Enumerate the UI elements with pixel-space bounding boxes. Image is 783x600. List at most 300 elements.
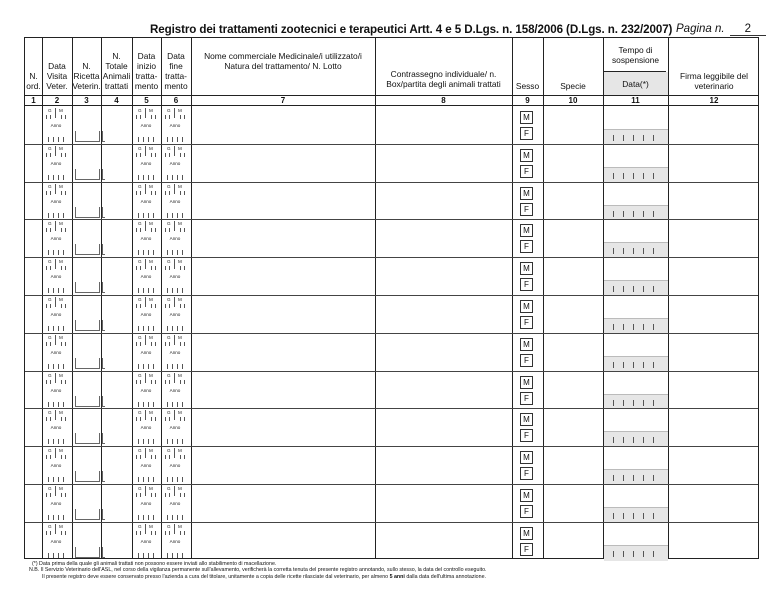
day-mark: G: [167, 334, 171, 340]
animal-count-field[interactable]: [102, 320, 105, 331]
day-month-divider: [174, 486, 175, 496]
digit-tick: [46, 115, 47, 119]
digit-tick: [180, 115, 181, 119]
digit-tick: [53, 213, 54, 218]
footnote-retention-text: Il presente registro deve essere conservato presso l'azienda a cura del titolare, unitamente a copia delle ricette rilasciate dal veterinario, per almeno 5 anni dalla data dell'ultima annotazione.: [42, 573, 486, 580]
digit-tick: [148, 402, 149, 407]
digit-tick: [143, 175, 144, 180]
digit-tick: [184, 191, 185, 195]
digit-tick: [46, 191, 47, 195]
recipe-number-field[interactable]: [75, 358, 100, 369]
digit-tick: [155, 266, 156, 270]
digit-tick: [48, 288, 49, 293]
sex-female-box[interactable]: F: [520, 467, 533, 480]
col-header-1-label: N. ord.: [26, 71, 41, 91]
month-mark: M: [59, 259, 63, 265]
sex-female-box[interactable]: F: [520, 240, 533, 253]
digit-tick: [169, 153, 170, 157]
year-mark: Anno: [140, 236, 152, 242]
col-number-4: 4: [114, 96, 119, 105]
digit-tick: [58, 288, 59, 293]
digit-tick: [140, 115, 141, 119]
digit-tick: [140, 266, 141, 270]
digit-tick: [633, 286, 634, 292]
animal-count-field[interactable]: [102, 131, 105, 142]
digit-tick: [180, 266, 181, 270]
digit-tick: [184, 531, 185, 535]
sex-female-box[interactable]: F: [520, 505, 533, 518]
sex-female-box[interactable]: F: [520, 392, 533, 405]
recipe-number-field[interactable]: [75, 471, 100, 482]
digit-tick: [50, 417, 51, 421]
digit-tick: [633, 513, 634, 519]
sex-male-box[interactable]: M: [520, 413, 533, 426]
digit-tick: [643, 400, 644, 406]
digit-tick: [653, 286, 654, 292]
page-label: Pagina n.: [676, 23, 725, 35]
month-mark: M: [149, 448, 153, 454]
day-month-divider: [55, 448, 56, 458]
sex-male-box[interactable]: M: [520, 149, 533, 162]
digit-tick: [169, 380, 170, 384]
digit-tick: [182, 250, 183, 255]
digit-tick: [148, 477, 149, 482]
digit-tick: [643, 135, 644, 141]
recipe-number-field[interactable]: [75, 509, 100, 520]
sex-male-box[interactable]: M: [520, 300, 533, 313]
digit-tick: [58, 326, 59, 331]
year-mark: Anno: [169, 538, 181, 544]
digit-tick: [50, 342, 51, 346]
digit-tick: [155, 417, 156, 421]
recipe-number-field[interactable]: [75, 169, 100, 180]
month-mark: M: [59, 297, 63, 302]
digit-tick: [182, 439, 183, 444]
digit-tick: [153, 439, 154, 444]
col-header-12-label: Firma leggibile del veterinario: [680, 71, 748, 91]
recipe-number-field[interactable]: [75, 244, 100, 255]
digit-tick: [50, 380, 51, 384]
page-number-field[interactable]: 2: [730, 24, 766, 36]
digit-tick: [48, 250, 49, 255]
digit-tick: [148, 175, 149, 180]
animal-count-field[interactable]: [102, 471, 105, 482]
digit-tick: [50, 115, 51, 119]
animal-count-field[interactable]: [102, 207, 105, 218]
digit-tick: [633, 211, 634, 217]
sex-male-box[interactable]: M: [520, 262, 533, 275]
col-header-5: [133, 38, 160, 95]
year-mark: Anno: [169, 160, 181, 166]
row-divider: [25, 257, 758, 258]
digit-tick: [653, 211, 654, 217]
month-mark: M: [149, 410, 153, 416]
digit-tick: [172, 326, 173, 331]
digit-tick: [165, 342, 166, 346]
animal-count-field[interactable]: [102, 547, 105, 558]
animal-count-field[interactable]: [102, 396, 105, 407]
month-mark: M: [178, 221, 182, 227]
digit-tick: [48, 137, 49, 142]
day-month-divider: [174, 259, 175, 269]
digit-tick: [155, 304, 156, 308]
digit-tick: [613, 551, 614, 557]
digit-tick: [58, 477, 59, 482]
digit-tick: [613, 211, 614, 217]
column-divider: [72, 38, 73, 558]
day-mark: G: [48, 410, 52, 416]
recipe-number-field[interactable]: [75, 207, 100, 218]
sex-female-box[interactable]: F: [520, 203, 533, 216]
sex-male-box[interactable]: M: [520, 376, 533, 389]
col-number-11: 11: [631, 96, 640, 105]
col-header-10-label: Specie: [560, 81, 586, 91]
digit-tick: [182, 553, 183, 558]
day-month-divider: [174, 448, 175, 458]
digit-tick: [177, 515, 178, 520]
day-mark: G: [167, 523, 171, 529]
digit-tick: [138, 288, 139, 293]
digit-tick: [63, 137, 64, 142]
year-mark: Anno: [140, 387, 152, 393]
digit-tick: [169, 342, 170, 346]
digit-tick: [61, 191, 62, 195]
digit-tick: [177, 250, 178, 255]
digit-tick: [48, 213, 49, 218]
digit-tick: [148, 250, 149, 255]
day-month-divider: [55, 297, 56, 307]
year-mark: Anno: [169, 349, 181, 355]
day-mark: G: [167, 108, 171, 113]
footnote-asterisk: (*) Data prima della quale gli animali trattati non possono essere inviati allo stabilimento di macellazione.: [32, 561, 277, 567]
digit-tick: [169, 228, 170, 232]
digit-tick: [165, 531, 166, 535]
col-number-2: 2: [54, 96, 60, 105]
digit-tick: [153, 288, 154, 293]
digit-tick: [58, 364, 59, 369]
day-mark: G: [167, 297, 171, 302]
col-number-10: 10: [568, 96, 578, 105]
day-month-divider: [55, 108, 56, 118]
digit-tick: [623, 362, 624, 368]
month-mark: M: [149, 297, 153, 302]
row-divider: [25, 484, 758, 485]
digit-tick: [180, 531, 181, 535]
digit-tick: [182, 515, 183, 520]
digit-tick: [148, 137, 149, 142]
digit-tick: [65, 531, 66, 535]
digit-tick: [184, 153, 185, 157]
digit-tick: [48, 364, 49, 369]
month-mark: M: [178, 334, 182, 340]
day-month-divider: [145, 221, 146, 231]
digit-tick: [180, 455, 181, 459]
day-month-divider: [145, 184, 146, 194]
year-mark: Anno: [140, 160, 152, 166]
digit-tick: [138, 553, 139, 558]
animal-count-field[interactable]: [102, 509, 105, 520]
digit-tick: [148, 515, 149, 520]
digit-tick: [46, 531, 47, 535]
digit-tick: [138, 477, 139, 482]
digit-tick: [165, 380, 166, 384]
digit-tick: [63, 364, 64, 369]
year-mark: Anno: [50, 387, 62, 393]
digit-tick: [182, 213, 183, 218]
year-mark: Anno: [169, 463, 181, 469]
row-divider: [25, 182, 758, 183]
column-divider: [375, 38, 376, 558]
column-divider: [101, 38, 102, 558]
digit-tick: [633, 551, 634, 557]
day-month-divider: [145, 297, 146, 307]
digit-tick: [623, 437, 624, 443]
digit-tick: [177, 213, 178, 218]
digit-tick: [136, 455, 137, 459]
month-mark: M: [149, 334, 153, 340]
day-month-divider: [174, 410, 175, 420]
digit-tick: [61, 304, 62, 308]
digit-tick: [172, 402, 173, 407]
digit-tick: [613, 324, 614, 330]
digit-tick: [65, 115, 66, 119]
year-mark: Anno: [140, 312, 152, 317]
sex-female-box[interactable]: F: [520, 354, 533, 367]
sex-male-box[interactable]: M: [520, 489, 533, 502]
digit-tick: [61, 455, 62, 459]
digit-tick: [61, 266, 62, 270]
column-divider: [191, 38, 192, 558]
day-mark: G: [48, 259, 52, 265]
digit-tick: [143, 477, 144, 482]
day-month-divider: [55, 221, 56, 231]
row-divider: [25, 371, 758, 372]
digit-tick: [46, 455, 47, 459]
digit-tick: [155, 455, 156, 459]
recipe-number-field[interactable]: [75, 131, 100, 142]
sex-male-box[interactable]: M: [520, 451, 533, 464]
animal-count-field[interactable]: [102, 244, 105, 255]
digit-tick: [613, 135, 614, 141]
digit-tick: [61, 531, 62, 535]
digit-tick: [50, 191, 51, 195]
recipe-number-field[interactable]: [75, 396, 100, 407]
column-divider: [132, 38, 133, 558]
digit-tick: [184, 380, 185, 384]
sex-male-box[interactable]: M: [520, 338, 533, 351]
sex-male-box[interactable]: M: [520, 187, 533, 200]
digit-tick: [623, 211, 624, 217]
digit-tick: [172, 213, 173, 218]
digit-tick: [623, 551, 624, 557]
sex-female-box[interactable]: F: [520, 278, 533, 291]
day-mark: G: [167, 486, 171, 491]
digit-tick: [63, 175, 64, 180]
digit-tick: [63, 250, 64, 255]
year-mark: Anno: [50, 349, 62, 355]
day-mark: G: [167, 448, 171, 454]
animal-count-field[interactable]: [102, 282, 105, 293]
year-mark: Anno: [50, 501, 62, 506]
recipe-number-field[interactable]: [75, 320, 100, 331]
digit-tick: [167, 213, 168, 218]
year-mark: Anno: [50, 538, 62, 544]
day-mark: G: [138, 448, 142, 454]
digit-tick: [65, 342, 66, 346]
digit-tick: [613, 475, 614, 481]
row-divider: [25, 333, 758, 334]
digit-tick: [633, 173, 634, 179]
sex-female-box[interactable]: F: [520, 165, 533, 178]
digit-tick: [153, 175, 154, 180]
digit-tick: [172, 439, 173, 444]
year-mark: Anno: [169, 387, 181, 393]
digit-tick: [167, 175, 168, 180]
digit-tick: [155, 531, 156, 535]
digit-tick: [61, 417, 62, 421]
digit-tick: [653, 248, 654, 254]
digit-tick: [167, 477, 168, 482]
digit-tick: [138, 364, 139, 369]
sex-female-box[interactable]: F: [520, 127, 533, 140]
digit-tick: [182, 137, 183, 142]
col-header-7-label: Nome commerciale Medicinale/i utilizzato/i Natura del trattamento/ N. Lotto: [204, 51, 362, 71]
digit-tick: [140, 380, 141, 384]
col-header-3-label: N. Ricetta Veterin.: [72, 61, 101, 91]
digit-tick: [165, 191, 166, 195]
digit-tick: [165, 266, 166, 270]
recipe-number-field[interactable]: [75, 547, 100, 558]
year-mark: Anno: [169, 501, 181, 506]
digit-tick: [182, 477, 183, 482]
digit-tick: [165, 493, 166, 497]
month-mark: M: [178, 145, 182, 151]
page-indicator: [676, 23, 766, 36]
sex-male-box[interactable]: M: [520, 527, 533, 540]
digit-tick: [653, 324, 654, 330]
day-month-divider: [55, 184, 56, 194]
recipe-number-field[interactable]: [75, 282, 100, 293]
col-number-5: 5: [144, 96, 149, 105]
year-mark: Anno: [50, 425, 62, 431]
month-mark: M: [59, 486, 63, 491]
year-mark: Anno: [50, 198, 62, 204]
digit-tick: [53, 439, 54, 444]
digit-tick: [58, 250, 59, 255]
digit-tick: [182, 175, 183, 180]
day-mark: G: [167, 145, 171, 151]
digit-tick: [643, 286, 644, 292]
col-number-8: 8: [441, 96, 446, 105]
digit-tick: [63, 213, 64, 218]
digit-tick: [151, 342, 152, 346]
col-header-5-label: Data inizio tratta- mento: [134, 51, 159, 91]
col-header-4-label: N. Totale Animali trattati: [102, 51, 131, 91]
sex-female-box[interactable]: F: [520, 543, 533, 556]
digit-tick: [136, 191, 137, 195]
day-month-divider: [145, 108, 146, 118]
digit-tick: [643, 324, 644, 330]
digit-tick: [653, 513, 654, 519]
digit-tick: [643, 248, 644, 254]
register-title: Registro dei trattamenti zootecnici e terapeutici Artt. 4 e 5 D.Lgs. n. 158/2006 (D.Lgs. n. 232/2007): [150, 23, 673, 36]
sex-male-box[interactable]: M: [520, 224, 533, 237]
month-mark: M: [59, 410, 63, 416]
month-mark: M: [178, 448, 182, 454]
digit-tick: [153, 250, 154, 255]
digit-tick: [633, 324, 634, 330]
digit-tick: [623, 286, 624, 292]
digit-tick: [151, 191, 152, 195]
digit-tick: [180, 493, 181, 497]
digit-tick: [184, 455, 185, 459]
month-mark: M: [149, 523, 153, 529]
digit-tick: [643, 551, 644, 557]
digit-tick: [169, 493, 170, 497]
digit-tick: [613, 400, 614, 406]
digit-tick: [623, 248, 624, 254]
day-month-divider: [174, 221, 175, 231]
digit-tick: [177, 137, 178, 142]
month-mark: M: [149, 183, 153, 189]
year-mark: Anno: [140, 463, 152, 469]
day-mark: G: [138, 372, 142, 378]
day-month-divider: [145, 524, 146, 534]
digit-tick: [136, 266, 137, 270]
year-mark: Anno: [169, 312, 181, 317]
digit-tick: [140, 455, 141, 459]
animal-count-field[interactable]: [102, 433, 105, 444]
animal-count-field[interactable]: [102, 358, 105, 369]
digit-tick: [167, 553, 168, 558]
digit-tick: [65, 380, 66, 384]
sex-female-box[interactable]: F: [520, 429, 533, 442]
animal-count-field[interactable]: [102, 169, 105, 180]
digit-tick: [151, 115, 152, 119]
col-header-9-label: Sesso: [515, 81, 540, 91]
digit-tick: [155, 191, 156, 195]
digit-tick: [140, 531, 141, 535]
digit-tick: [65, 266, 66, 270]
digit-tick: [143, 326, 144, 331]
digit-tick: [138, 175, 139, 180]
digit-tick: [643, 211, 644, 217]
digit-tick: [653, 551, 654, 557]
digit-tick: [165, 455, 166, 459]
digit-tick: [148, 288, 149, 293]
retention-period: 5 anni: [389, 573, 405, 580]
digit-tick: [653, 475, 654, 481]
digit-tick: [58, 515, 59, 520]
recipe-number-field[interactable]: [75, 433, 100, 444]
digit-tick: [151, 228, 152, 232]
digit-tick: [177, 439, 178, 444]
digit-tick: [46, 380, 47, 384]
year-mark: Anno: [50, 274, 62, 280]
digit-tick: [143, 288, 144, 293]
digit-tick: [140, 228, 141, 232]
digit-tick: [61, 493, 62, 497]
day-mark: G: [138, 297, 142, 302]
digit-tick: [48, 175, 49, 180]
day-mark: G: [167, 410, 171, 416]
day-mark: G: [138, 486, 142, 491]
month-mark: M: [59, 372, 63, 378]
digit-tick: [623, 135, 624, 141]
digit-tick: [169, 304, 170, 308]
sex-male-box[interactable]: M: [520, 111, 533, 124]
sex-female-box[interactable]: F: [520, 316, 533, 329]
